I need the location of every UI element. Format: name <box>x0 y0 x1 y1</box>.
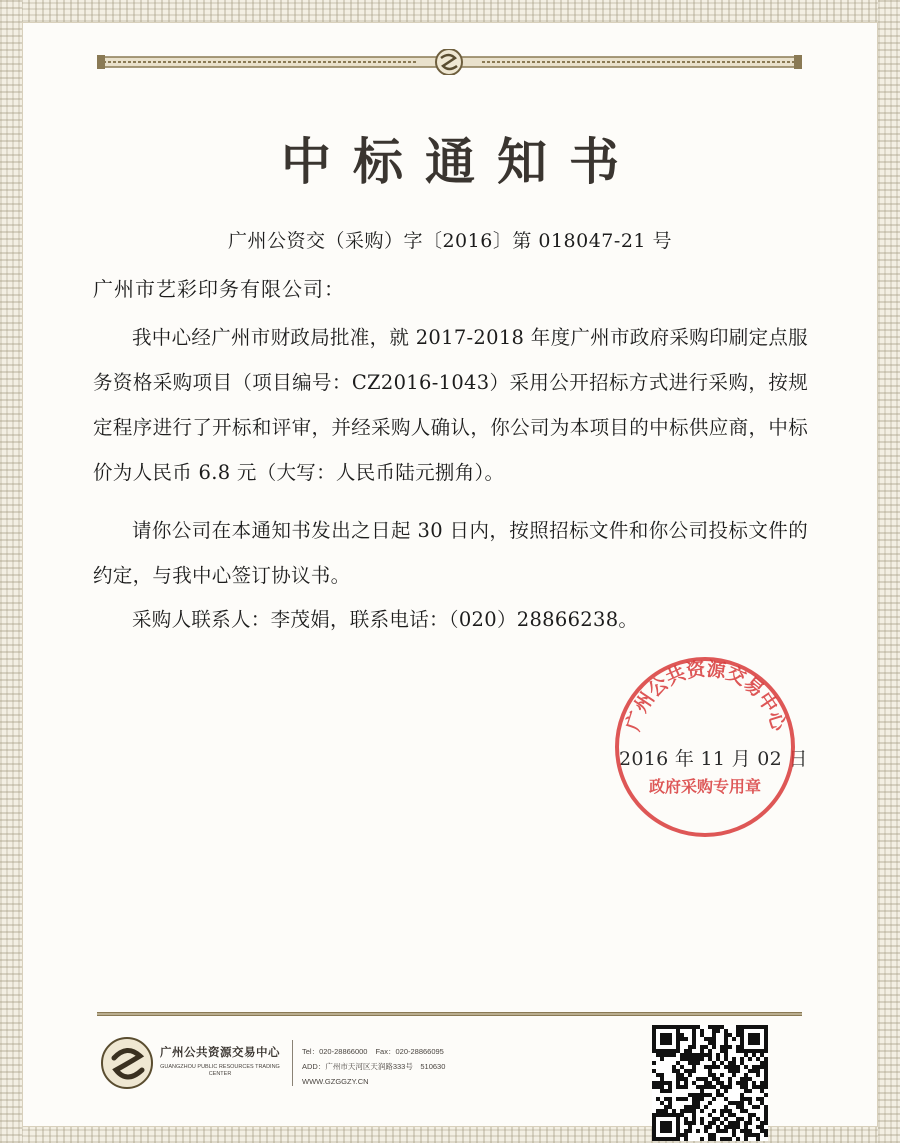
seal-inner-text: 政府采购专用章 <box>648 777 762 796</box>
trading-center-logo-icon <box>100 1036 154 1090</box>
footer-divider <box>97 1012 802 1016</box>
official-seal-stamp <box>610 652 800 842</box>
svg-text:广州公共资源交易中心 <box>621 657 790 735</box>
addressee: 广州市艺彩印务有限公司： <box>93 277 345 301</box>
qr-code-icon <box>652 1025 768 1141</box>
header-ornament-bar <box>97 49 802 75</box>
body-paragraph-agreement: 请你公司在本通知书发出之日起 30 日内，按照招标文件和你公司投标文件的约定，与我中心签订协议书。 <box>93 519 808 587</box>
footer-website: WWW.GZGGZY.CN <box>302 1077 369 1086</box>
document-number: 广州公资交（采购）字〔2016〕第 018047-21 号 <box>227 230 673 252</box>
ornamental-border-top <box>0 0 900 22</box>
body-paragraph-award: 我中心经广州市财政局批准，就 2017-2018 年度广州市政府采购印刷定点服务资格采购项目（项目编号：CZ2016-1043）采用公开招标方式进行采购，按规定程序进行了开标和评审，并经采购人确认，你公司为本项目的中标供应商，中标价为人民币 6.8 元（大写：人民币陆元捌角）。 <box>93 326 808 484</box>
footer-fax: Fax：020-28866095 <box>375 1047 444 1056</box>
footer-address: ADD：广州市天河区天润路333号 510630 <box>302 1062 446 1071</box>
seal-outer-text: 广州公共资源交易中心 <box>622 658 790 734</box>
logo-name-chinese: 广州公共资源交易中心 <box>160 1045 280 1059</box>
footer-separator <box>292 1040 293 1086</box>
footer-tel: Tel：020-28866000 <box>302 1047 368 1056</box>
footer-contact-block <box>302 1044 452 1089</box>
logo-name-english: GUANGZHOU PUBLIC RESOURCES TRADING CENTER <box>160 1064 280 1077</box>
document-title: 中标通知书 <box>281 132 641 191</box>
issue-date: 2016 年 11 月 02 日 <box>619 748 808 770</box>
body-paragraph-contact: 采购人联系人：李茂娟，联系电话：（020）28866238。 <box>132 608 639 631</box>
